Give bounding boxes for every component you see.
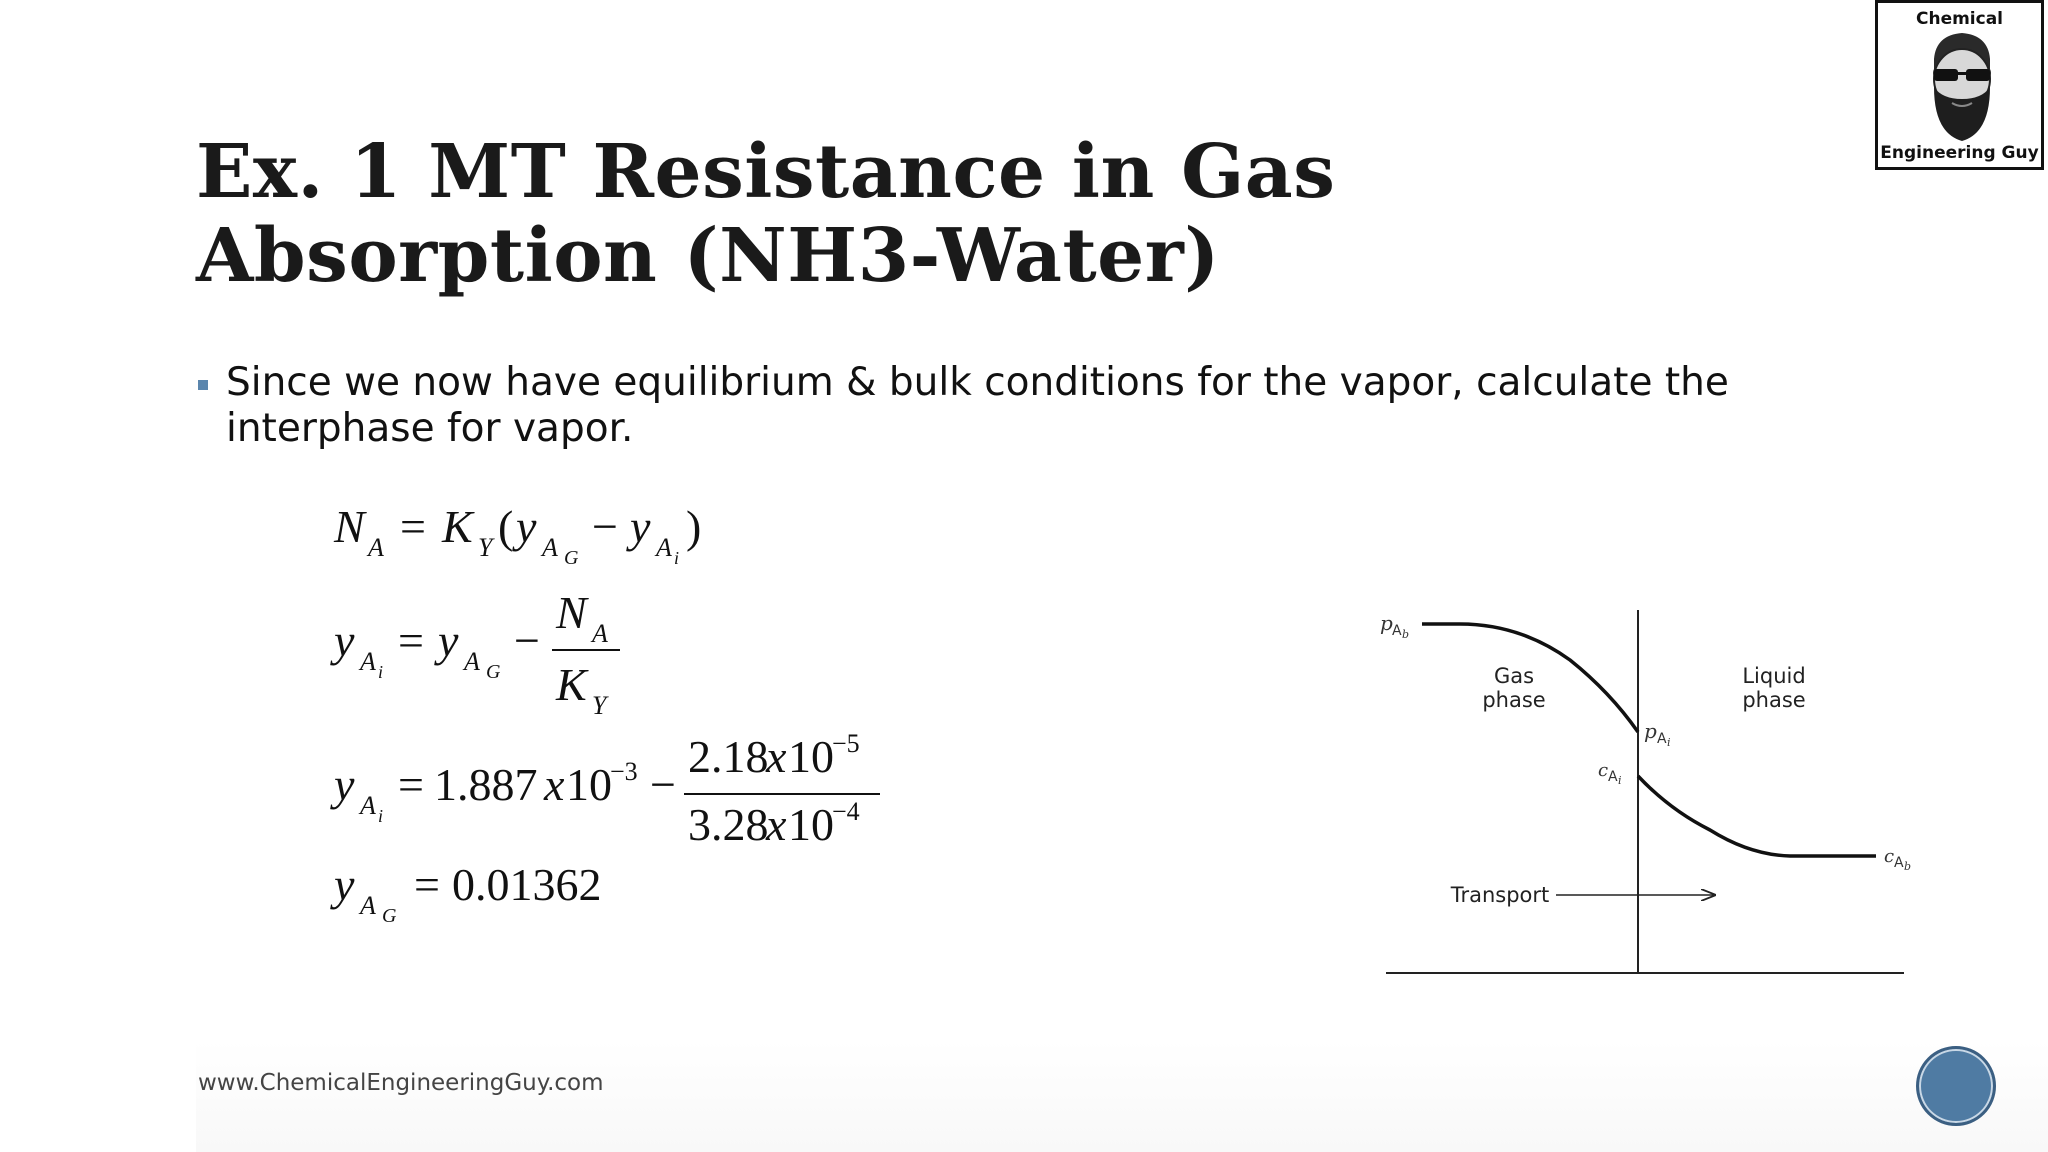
svg-text:i: i bbox=[378, 662, 384, 682]
equation-result bbox=[330, 859, 602, 927]
slide-title: Ex. 1 MT Resistance in Gas Absorption (NH3-Water) bbox=[196, 129, 1336, 299]
svg-text:Y: Y bbox=[478, 533, 493, 562]
svg-text:N: N bbox=[556, 587, 587, 638]
bullet-marker bbox=[198, 380, 208, 390]
slide-nav-button[interactable] bbox=[1916, 1046, 1996, 1126]
svg-text:y: y bbox=[334, 859, 355, 910]
svg-text:y: y bbox=[334, 615, 355, 666]
transport-label: Transport bbox=[1450, 883, 1550, 907]
svg-text:x: x bbox=[544, 759, 565, 810]
svg-text:−: − bbox=[514, 615, 540, 666]
gas-phase-label-2: phase bbox=[1482, 688, 1546, 712]
svg-text:A: A bbox=[464, 647, 480, 676]
equation-flux bbox=[333, 501, 701, 569]
svg-text:i: i bbox=[674, 548, 680, 568]
eq3-exp: −3 bbox=[610, 757, 638, 786]
svg-text:A: A bbox=[360, 791, 376, 820]
svg-text:=: = bbox=[400, 501, 426, 552]
equation-substitution bbox=[330, 729, 880, 850]
eq3-den-exp: −4 bbox=[832, 797, 860, 826]
eq3-numerator: 2.18 bbox=[688, 731, 769, 782]
label-cab: c bbox=[1884, 846, 1895, 867]
svg-text:b: b bbox=[1402, 628, 1410, 641]
bearded-face-icon bbox=[1912, 29, 2012, 147]
eq3-denominator: 3.28 bbox=[688, 799, 769, 850]
equations bbox=[330, 490, 930, 950]
label-cai: c bbox=[1598, 760, 1609, 781]
eq3-coef: 1.887 bbox=[434, 759, 538, 810]
svg-text:10: 10 bbox=[566, 759, 612, 810]
svg-text:10: 10 bbox=[788, 799, 834, 850]
liquid-profile-curve bbox=[1638, 776, 1876, 856]
logo-bottom-text: Engineering Guy bbox=[1880, 143, 2039, 163]
svg-text:A: A bbox=[1894, 855, 1904, 871]
svg-text:A: A bbox=[1392, 623, 1402, 639]
svg-text:−: − bbox=[592, 501, 618, 552]
footer-background bbox=[196, 1040, 2048, 1152]
svg-text:A: A bbox=[368, 533, 384, 562]
svg-text:G: G bbox=[564, 547, 579, 569]
concentration-profile-diagram bbox=[1370, 600, 1950, 990]
svg-text:−: − bbox=[650, 759, 676, 810]
eq4-value: 0.01362 bbox=[452, 859, 602, 910]
label-pai: p bbox=[1644, 719, 1657, 743]
liquid-phase-label-1: Liquid bbox=[1742, 664, 1806, 688]
gas-phase-label-1: Gas bbox=[1493, 664, 1535, 688]
eq3-num-exp: −5 bbox=[832, 729, 860, 758]
svg-text:Y: Y bbox=[592, 691, 607, 720]
svg-text:i: i bbox=[1667, 736, 1671, 749]
svg-text:A: A bbox=[542, 533, 558, 562]
svg-text:=: = bbox=[398, 615, 424, 666]
liquid-phase-label-2: phase bbox=[1742, 688, 1806, 712]
svg-text:K: K bbox=[556, 659, 587, 710]
equation-interface bbox=[330, 587, 620, 720]
logo-top-text: Chemical bbox=[1915, 9, 2004, 29]
svg-text:b: b bbox=[1904, 860, 1912, 873]
svg-text:y: y bbox=[438, 615, 459, 666]
svg-text:A: A bbox=[592, 619, 608, 648]
svg-text:y: y bbox=[516, 501, 537, 552]
svg-text:y: y bbox=[334, 759, 355, 810]
svg-text:=: = bbox=[414, 859, 440, 910]
label-pab: p bbox=[1380, 611, 1393, 635]
svg-text:G: G bbox=[382, 905, 397, 927]
svg-text:K: K bbox=[442, 501, 473, 552]
svg-text:A: A bbox=[360, 891, 376, 920]
svg-text:): ) bbox=[686, 501, 702, 552]
svg-text:y: y bbox=[630, 501, 651, 552]
svg-text:i: i bbox=[378, 806, 384, 826]
svg-text:A: A bbox=[1608, 769, 1618, 785]
bullet-text: Since we now have equilibrium & bulk conditions for the vapor, calculate the interphase for vapor. bbox=[226, 360, 1729, 451]
svg-text:x: x bbox=[766, 731, 787, 782]
channel-logo bbox=[1875, 0, 2044, 170]
svg-text:N: N bbox=[334, 501, 365, 552]
svg-text:A: A bbox=[1657, 731, 1667, 747]
svg-text:i: i bbox=[1618, 774, 1622, 787]
svg-text:10: 10 bbox=[788, 731, 834, 782]
website-footer: www.ChemicalEngineeringGuy.com bbox=[198, 1070, 604, 1096]
svg-text:A: A bbox=[656, 533, 672, 562]
svg-text:(: ( bbox=[498, 501, 514, 552]
svg-text:G: G bbox=[486, 661, 501, 683]
svg-text:A: A bbox=[360, 647, 376, 676]
svg-text:=: = bbox=[398, 759, 424, 810]
svg-text:x: x bbox=[766, 799, 787, 850]
